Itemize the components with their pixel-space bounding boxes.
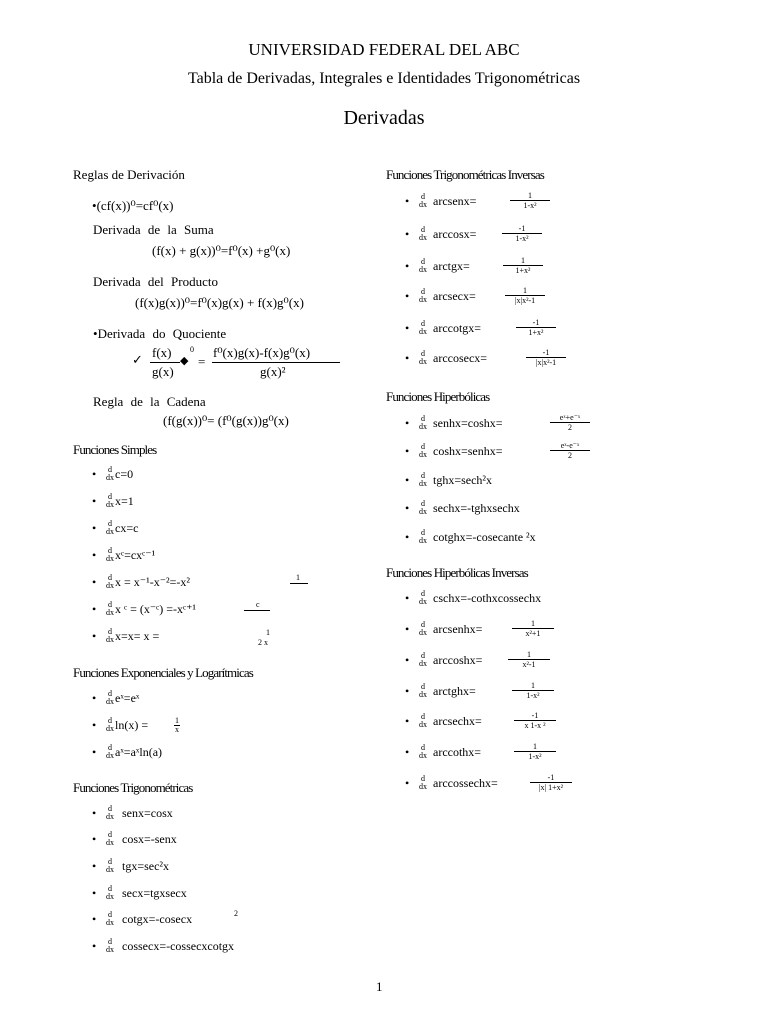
fraction-numerator: -1 (542, 348, 550, 357)
ddx-dx: dx (106, 581, 114, 591)
ddx-d: d (108, 492, 112, 502)
page-title: Derivadas (343, 107, 425, 129)
fraction-numerator: -1 (547, 773, 555, 782)
ddx-d: d (421, 774, 425, 784)
ddx-operator (106, 885, 114, 901)
ddx-dx: dx (106, 697, 114, 707)
formula-text: arccosx= (433, 226, 477, 241)
list-item (405, 320, 481, 336)
list-item (92, 911, 192, 927)
bullet: • (405, 529, 410, 544)
simples-extra-3: 1 (266, 628, 270, 637)
fraction-numerator: -1 (531, 711, 539, 720)
ddx-operator (106, 574, 114, 590)
fraction-numerator: -1 (532, 318, 540, 327)
cadena-formula: (f(g(x))⁰= (f⁰(g(x))g⁰(x) (163, 413, 289, 428)
hiper-heading: Funciones Hiperbólicas (386, 389, 490, 404)
fraction-numerator: 1 (523, 286, 527, 295)
fraction-denominator: 1+x² (503, 265, 543, 275)
ddx-operator (419, 193, 427, 209)
formula-text: arcsecx= (433, 288, 476, 303)
ddx-operator (419, 590, 427, 606)
ddx-d: d (421, 712, 425, 722)
ddx-d: d (108, 830, 112, 840)
list-item (92, 574, 190, 590)
list-item (92, 601, 196, 617)
formula-text: tgx=sec²x (122, 858, 170, 873)
ddx-d: d (421, 651, 425, 661)
bullet: • (405, 652, 410, 667)
formula-text: arccosecx= (433, 350, 488, 365)
ddx-dx: dx (419, 507, 427, 517)
ddx-dx: dx (419, 479, 427, 489)
bullet: • (405, 472, 410, 487)
formula-text: eˣ=eˣ (115, 690, 140, 705)
formula-text: arccothx= (433, 744, 482, 759)
ddx-dx: dx (106, 918, 114, 928)
ddx-d: d (108, 546, 112, 556)
simples-extra-2: c (256, 600, 260, 609)
formula-text: x = x⁻¹-x⁻²=-x² (115, 574, 190, 589)
list-item (405, 472, 492, 488)
ddx-d: d (108, 465, 112, 475)
ln-frac-num: 1 (175, 716, 179, 725)
result-fraction (550, 413, 590, 432)
fraction-denominator: |x|x²-1 (505, 295, 545, 305)
ddx-operator (106, 547, 114, 563)
bullet: • (92, 520, 97, 535)
ddx-dx: dx (419, 751, 427, 761)
formula-text: c=0 (115, 466, 134, 481)
fraction-numerator: 1 (528, 191, 532, 200)
ddx-operator (106, 520, 114, 536)
bullet: • (92, 831, 97, 846)
ddx-dx: dx (106, 892, 114, 902)
result-fraction (514, 711, 556, 730)
q-den: g(x) (152, 364, 174, 379)
ddx-dx: dx (106, 527, 114, 537)
ddx-dx: dx (419, 536, 427, 546)
list-item (405, 226, 476, 242)
simples-extra-1: 1 (296, 573, 300, 582)
ddx-operator (419, 226, 427, 242)
ddx-d: d (421, 499, 425, 509)
ddx-operator (106, 805, 114, 821)
formula-text: cotghx=-cosecante ²x (433, 529, 536, 544)
result-fraction (530, 773, 572, 792)
ddx-dx: dx (106, 724, 114, 734)
result-fraction (514, 742, 556, 761)
ddx-dx: dx (419, 357, 427, 367)
list-item (405, 652, 482, 668)
bullet: • (405, 320, 410, 335)
ddx-operator (419, 350, 427, 366)
ddx-operator (106, 717, 114, 733)
ddx-dx: dx (419, 295, 427, 305)
ddx-dx: dx (106, 635, 114, 645)
cadena-title: Regla de la Cadena (93, 394, 206, 409)
ddx-dx: dx (419, 327, 427, 337)
ddx-operator (419, 415, 427, 431)
fraction-denominator: 1+x² (516, 327, 556, 337)
ddx-d: d (108, 937, 112, 947)
bullet: • (92, 938, 97, 953)
list-item (405, 443, 503, 459)
formula-text: cschx=-cothxcossechx (433, 590, 542, 605)
list-item (405, 621, 482, 637)
ddx-operator (419, 500, 427, 516)
formula-text: x=1 (115, 493, 134, 508)
list-item (92, 744, 162, 760)
ddx-dx: dx (419, 628, 427, 638)
fraction-denominator: |x|x²-1 (526, 357, 566, 367)
formula-text: ln(x) = (115, 717, 149, 732)
ddx-d: d (108, 600, 112, 610)
q-num: f(x) (152, 345, 172, 360)
list-item (92, 628, 159, 644)
bullet: • (92, 717, 97, 732)
ln-frac (174, 716, 180, 734)
q-diamond: ◆ (180, 355, 189, 367)
list-item (405, 258, 470, 274)
result-fraction (550, 441, 590, 460)
bullet: • (92, 858, 97, 873)
ddx-dx: dx (106, 945, 114, 955)
fraction-denominator: 1-x² (514, 751, 556, 761)
q-eq: = (198, 354, 206, 369)
ddx-d: d (421, 319, 425, 329)
bullet: • (405, 443, 410, 458)
q-rbar (212, 362, 340, 363)
formula-text: cosx=-senx (122, 831, 177, 846)
formula-text: senx=cosx (122, 805, 173, 820)
bullet: • (92, 574, 97, 589)
fraction-numerator: 1 (533, 742, 537, 751)
bullet: • (405, 621, 410, 636)
exponenciales-heading: Funciones Exponenciales y Logarítmicas (73, 665, 253, 680)
ddx-operator (419, 258, 427, 274)
ddx-d: d (108, 884, 112, 894)
hiper-inv-heading: Funciones Hiperbólicas Inversas (386, 565, 528, 580)
rule-constant (92, 198, 174, 214)
list-item (92, 858, 169, 874)
ddx-operator (106, 744, 114, 760)
bullet: • (405, 500, 410, 515)
ddx-dx: dx (419, 422, 427, 432)
bullet: • (92, 885, 97, 900)
suma-formula: (f(x) + g(x))⁰=f⁰(x) +g⁰(x) (152, 243, 291, 258)
ddx-d: d (108, 910, 112, 920)
ddx-dx: dx (106, 500, 114, 510)
result-fraction (508, 650, 550, 669)
fraction-denominator: |x| 1+x² (530, 782, 572, 792)
formula-text: arccotgx= (433, 320, 482, 335)
ddx-d: d (108, 519, 112, 529)
bullet: • (405, 775, 410, 790)
fraction-denominator: 1-x² (510, 200, 550, 210)
fraction-denominator: 2 (550, 450, 590, 460)
simples-heading: Funciones Simples (73, 442, 157, 457)
ddx-dx: dx (106, 751, 114, 761)
quociente-title (93, 326, 226, 342)
list-item (92, 885, 187, 901)
formula-text: cx=c (115, 520, 139, 535)
bullet: • (92, 466, 97, 481)
ddx-dx: dx (419, 659, 427, 669)
formula-text: arcsenhx= (433, 621, 483, 636)
ddx-d: d (108, 857, 112, 867)
reglas-heading: Reglas de Derivación (73, 167, 185, 182)
list-item (405, 744, 481, 760)
ddx-d: d (421, 589, 425, 599)
q-rnum: f⁰(x)g(x)-f(x)g⁰(x) (213, 345, 311, 360)
bullet: • (92, 198, 97, 213)
fraction-numerator: 1 (531, 681, 535, 690)
trig-inv-heading: Funciones Trigonométricas Inversas (386, 167, 544, 182)
ddx-d: d (421, 287, 425, 297)
bullet: • (405, 713, 410, 728)
ddx-d: d (421, 442, 425, 452)
suma-title: Derivada de la Suma (93, 222, 214, 237)
ddx-operator (419, 744, 427, 760)
ddx-operator (419, 775, 427, 791)
ddx-operator (106, 466, 114, 482)
fraction-denominator: x 1-x ² (514, 720, 556, 730)
ddx-d: d (108, 804, 112, 814)
formula-text: aˣ=aˣln(a) (115, 744, 163, 759)
list-item (405, 288, 476, 304)
ddx-d: d (108, 716, 112, 726)
ddx-operator (106, 831, 114, 847)
formula-text: arctghx= (433, 683, 476, 698)
list-item (92, 690, 139, 706)
ddx-dx: dx (106, 865, 114, 875)
list-item (405, 775, 498, 791)
ddx-dx: dx (419, 782, 427, 792)
ddx-d: d (421, 349, 425, 359)
list-item (405, 529, 536, 545)
fraction-denominator: x²-1 (508, 659, 550, 669)
bullet: • (92, 911, 97, 926)
bullet: • (92, 628, 97, 643)
ddx-operator (106, 938, 114, 954)
ddx-d: d (421, 682, 425, 692)
list-item (405, 350, 487, 366)
fraction-numerator: 1 (531, 619, 535, 628)
ddx-d: d (421, 743, 425, 753)
bullet: • (405, 415, 410, 430)
result-fraction (512, 619, 554, 638)
q-check: ✓ (132, 352, 143, 367)
ddx-operator (419, 621, 427, 637)
q-bar (150, 362, 180, 363)
ddx-d: d (421, 620, 425, 630)
list-item (405, 500, 520, 516)
list-item (92, 717, 148, 733)
list-item (92, 805, 173, 821)
ddx-operator (419, 683, 427, 699)
trig-heading: Funciones Trigonométricas (73, 780, 193, 795)
quociente-title-text: Derivada do Quociente (97, 326, 227, 341)
ddx-dx: dx (419, 200, 427, 210)
result-fraction (505, 286, 545, 305)
list-item (92, 938, 234, 954)
bullet: • (405, 258, 410, 273)
ddx-dx: dx (106, 554, 114, 564)
ddx-dx: dx (419, 597, 427, 607)
bullet: • (405, 350, 410, 365)
producto-formula: (f(x)g(x))⁰=f⁰(x)g(x) + f(x)g⁰(x) (135, 295, 304, 310)
producto-title: Derivada del Producto (93, 274, 218, 289)
ddx-d: d (108, 689, 112, 699)
ddx-dx: dx (106, 812, 114, 822)
fraction-denominator: 1-x² (502, 233, 542, 243)
ddx-operator (419, 713, 427, 729)
simples-extra-bar-2 (244, 610, 270, 611)
fraction-denominator: x²+1 (512, 628, 554, 638)
ddx-dx: dx (419, 233, 427, 243)
formula-text: sechx=-tghxsechx (433, 500, 520, 515)
fraction-numerator: 1 (521, 256, 525, 265)
result-fraction (512, 681, 554, 700)
fraction-numerator: eˣ+e⁻ˣ (559, 413, 581, 422)
q-rden: g(x)² (260, 364, 286, 379)
formula-text: secx=tgxsecx (122, 885, 187, 900)
bullet: • (405, 683, 410, 698)
page-number: 1 (376, 979, 383, 994)
ddx-d: d (421, 257, 425, 267)
fraction-denominator: 1-x² (512, 690, 554, 700)
formula-text: xᶜ=cxᶜ⁻¹ (115, 547, 156, 562)
ddx-operator (419, 529, 427, 545)
formula-text: tghx=sech²x (433, 472, 493, 487)
ddx-dx: dx (419, 690, 427, 700)
ddx-operator (106, 690, 114, 706)
formula-text: arcsenx= (433, 193, 477, 208)
ddx-operator (419, 472, 427, 488)
university-name: UNIVERSIDAD FEDERAL DEL ABC (248, 40, 520, 59)
list-item (405, 415, 503, 431)
list-item (92, 466, 133, 482)
bullet: • (92, 690, 97, 705)
formula-text: x=x= x = (115, 628, 160, 643)
ddx-dx: dx (106, 608, 114, 618)
bullet: • (405, 226, 410, 241)
formula-text: x ᶜ = (x⁻ᶜ) =-xᶜ⁺¹ (115, 601, 196, 616)
ddx-d: d (421, 414, 425, 424)
result-fraction (526, 348, 566, 367)
fraction-numerator: 1 (527, 650, 531, 659)
bullet: • (405, 193, 410, 208)
bullet: • (405, 590, 410, 605)
ddx-d: d (421, 471, 425, 481)
ddx-dx: dx (106, 473, 114, 483)
formula-text: arcsechx= (433, 713, 482, 728)
result-fraction (502, 224, 542, 243)
formula-text: coshx=senhx= (433, 443, 503, 458)
formula-text: senhx=coshx= (433, 415, 503, 430)
list-item (405, 683, 476, 699)
ddx-d: d (421, 225, 425, 235)
rule-constant-text: (cf(x))⁰=cf⁰(x) (96, 198, 174, 213)
bullet: • (92, 601, 97, 616)
ddx-operator (106, 601, 114, 617)
ddx-dx: dx (106, 838, 114, 848)
list-item (405, 713, 482, 729)
ddx-dx: dx (419, 265, 427, 275)
formula-text: arccoshx= (433, 652, 483, 667)
list-item (405, 193, 476, 209)
bullet: • (405, 288, 410, 303)
ddx-d: d (421, 192, 425, 202)
ddx-operator (419, 652, 427, 668)
ddx-operator (106, 858, 114, 874)
list-item (92, 493, 134, 509)
bullet: • (92, 547, 97, 562)
ddx-operator (106, 628, 114, 644)
ddx-d: d (108, 743, 112, 753)
bullet: • (92, 493, 97, 508)
ddx-dx: dx (419, 450, 427, 460)
ddx-dx: dx (419, 720, 427, 730)
ddx-operator (419, 320, 427, 336)
simples-extra-4: 2 x (258, 638, 268, 647)
bullet: • (405, 744, 410, 759)
formula-text: arccossechx= (433, 775, 498, 790)
ddx-operator (419, 443, 427, 459)
ddx-d: d (108, 627, 112, 637)
formula-text: cossecx=-cossecxcotgx (122, 938, 235, 953)
ddx-d: d (108, 573, 112, 583)
ddx-operator (419, 288, 427, 304)
fraction-numerator: eˣ-e⁻ˣ (560, 441, 580, 450)
q-exp: 0 (190, 345, 194, 354)
bullet: • (92, 744, 97, 759)
ddx-operator (106, 493, 114, 509)
fraction-numerator: -1 (518, 224, 526, 233)
result-fraction (510, 191, 550, 210)
list-item (92, 831, 177, 847)
ln-frac-den: x (175, 725, 179, 734)
ddx-d: d (421, 528, 425, 538)
bullet: • (92, 805, 97, 820)
cotg-exp: 2 (234, 909, 238, 918)
result-fraction (516, 318, 556, 337)
formula-text: cotgx=-cosecx (122, 911, 193, 926)
list-item (405, 590, 541, 606)
fraction-denominator: 2 (550, 422, 590, 432)
formula-text: arctgx= (433, 258, 470, 273)
list-item (92, 547, 155, 563)
ddx-operator (106, 911, 114, 927)
simples-extra-bar-1 (290, 583, 308, 584)
list-item (92, 520, 138, 536)
bullet: • (93, 326, 98, 341)
document-subtitle: Tabla de Derivadas, Integrales e Identidades Trigonométricas (187, 70, 581, 87)
result-fraction (503, 256, 543, 275)
